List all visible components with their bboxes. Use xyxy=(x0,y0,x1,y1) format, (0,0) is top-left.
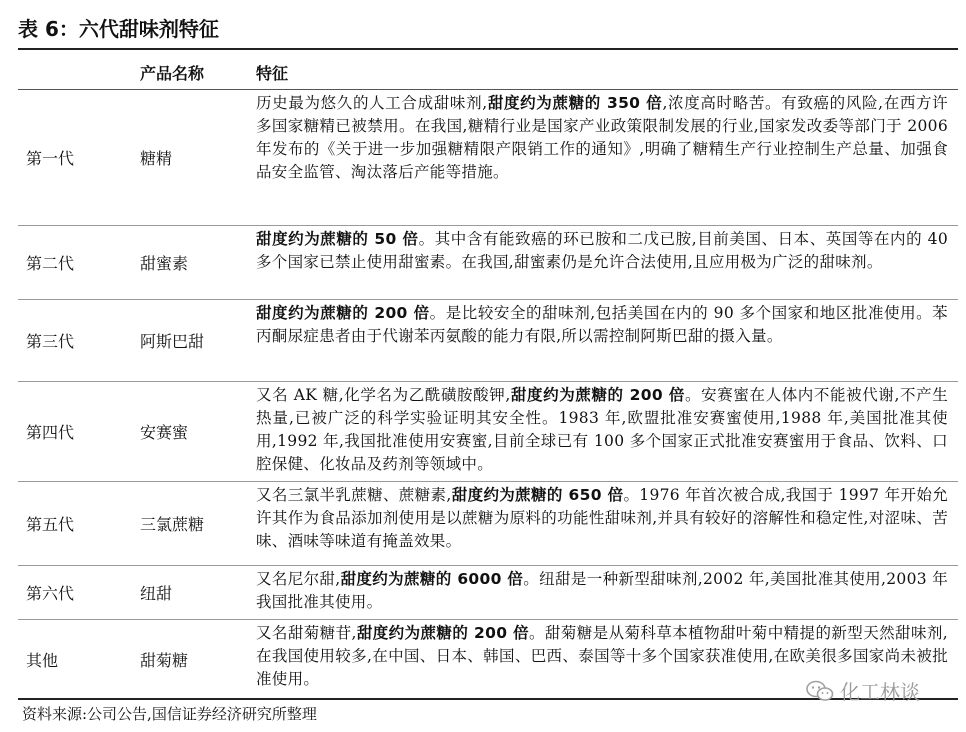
feature-cell: 又名甜菊糖苷,甜度约为蔗糖的 200 倍。甜菊糖是从菊科草本植物甜叶菊中精提的新型天然甜味剂,在我国使用较多,在中国、日本、韩国、巴西、泰国等十多个国家获准使用,在欧美很多国家尚未被批准使用。 xyxy=(256,624,948,688)
feature-cell: 甜度约为蔗糖的 200 倍。是比较安全的甜味剂,包括美国在内的 90 多个国家和地区批准使用。苯丙酮尿症患者由于代谢苯丙氨酸的能力有限,所以需控制阿斯巴甜的摄入量。 xyxy=(256,304,948,345)
product-cell: 三氯蔗糖 xyxy=(140,515,205,534)
generation-cell: 第三代 xyxy=(26,332,75,351)
table-header xyxy=(18,58,958,90)
generation-cell: 第一代 xyxy=(26,149,75,168)
product-cell: 安赛蜜 xyxy=(140,423,189,442)
feature-cell: 历史最为悠久的人工合成甜味剂,甜度约为蔗糖的 350 倍,浓度高时略苦。有致癌的风险,在西方许多国家糖精已被禁用。在我国,糖精行业是国家产业政策限制发展的行业,国家发改委等部门于 2006 年发布的《关于进一步加强糖精限产限销工作的通知》,明确了糖精生产行业控制生产总量、加强食品安全监管、淘汰落后产能等措施。 xyxy=(256,94,948,181)
wechat-icon xyxy=(806,680,834,702)
generation-cell: 第六代 xyxy=(26,584,75,603)
generation-cell: 第二代 xyxy=(26,254,75,273)
sweetness-highlight: 甜度约为蔗糖的 200 倍 xyxy=(510,386,686,404)
sweetness-highlight: 甜度约为蔗糖的 200 倍 xyxy=(356,624,530,642)
table-row xyxy=(18,300,958,382)
product-cell: 阿斯巴甜 xyxy=(140,332,205,351)
table-row xyxy=(18,226,958,300)
header-product-name: 产品名称 xyxy=(140,64,205,83)
feature-cell: 又名三氯半乳蔗糖、蔗糖素,甜度约为蔗糖的 650 倍。1976 年首次被合成,我国于 1997 年开始允许其作为食品添加剂使用是以蔗糖为原料的功能性甜味剂,并具有较好的溶解性和稳定性,对涩味、苦味、酒味等味道有掩盖效果。 xyxy=(256,486,948,550)
sweetness-highlight: 甜度约为蔗糖的 200 倍 xyxy=(256,304,430,322)
sweetness-highlight: 甜度约为蔗糖的 650 倍 xyxy=(451,486,624,504)
generation-cell: 第五代 xyxy=(26,515,75,534)
product-cell: 甜蜜素 xyxy=(140,254,189,273)
source-note: 资料来源:公司公告,国信证券经济研究所整理 xyxy=(22,705,317,723)
table-row xyxy=(18,382,958,482)
product-cell: 甜菊糖 xyxy=(140,650,189,670)
feature-cell: 甜度约为蔗糖的 50 倍。其中含有能致癌的环已胺和二戊已胺,目前美国、日本、英国等在内的 40 多个国家已禁止使用甜蜜素。在我国,甜蜜素仍是允许合法使用,且应用极为广泛的甜味剂。 xyxy=(256,230,948,271)
table-title: 表 6：六代甜味剂特征 xyxy=(18,8,958,50)
table-row xyxy=(18,566,958,620)
feature-cell: 又名 AK 糖,化学名为乙酰磺胺酸钾,甜度约为蔗糖的 200 倍。安赛蜜在人体内不能被代谢,不产生热量,已被广泛的科学实验证明其安全性。1983 年,欧盟批准安赛蜜使用,1988 年,美国批准其使用,1992 年,我国批准使用安赛蜜,目前全球已有 100 多个国家正式批准安赛蜜用于食品、饮料、口腔保健、化妆品及药剂等领域中。 xyxy=(256,386,948,473)
table-row xyxy=(18,90,958,226)
table-row xyxy=(18,482,958,566)
product-cell: 糖精 xyxy=(140,149,173,168)
header-feature: 特征 xyxy=(256,64,289,83)
sweetness-highlight: 甜度约为蔗糖的 50 倍 xyxy=(256,230,419,248)
product-cell: 纽甜 xyxy=(140,584,173,603)
generation-cell: 第四代 xyxy=(26,423,75,442)
sweetness-highlight: 甜度约为蔗糖的 6000 倍 xyxy=(340,570,524,588)
watermark-text: 化工林谈 xyxy=(840,680,920,704)
sweetness-highlight: 甜度约为蔗糖的 350 倍 xyxy=(487,94,663,112)
generation-cell: 其他 xyxy=(26,650,59,670)
feature-cell: 又名尼尔甜,甜度约为蔗糖的 6000 倍。纽甜是一种新型甜味剂,2002 年,美国批准其使用,2003 年我国批准其使用。 xyxy=(256,570,948,611)
watermark xyxy=(806,676,920,705)
